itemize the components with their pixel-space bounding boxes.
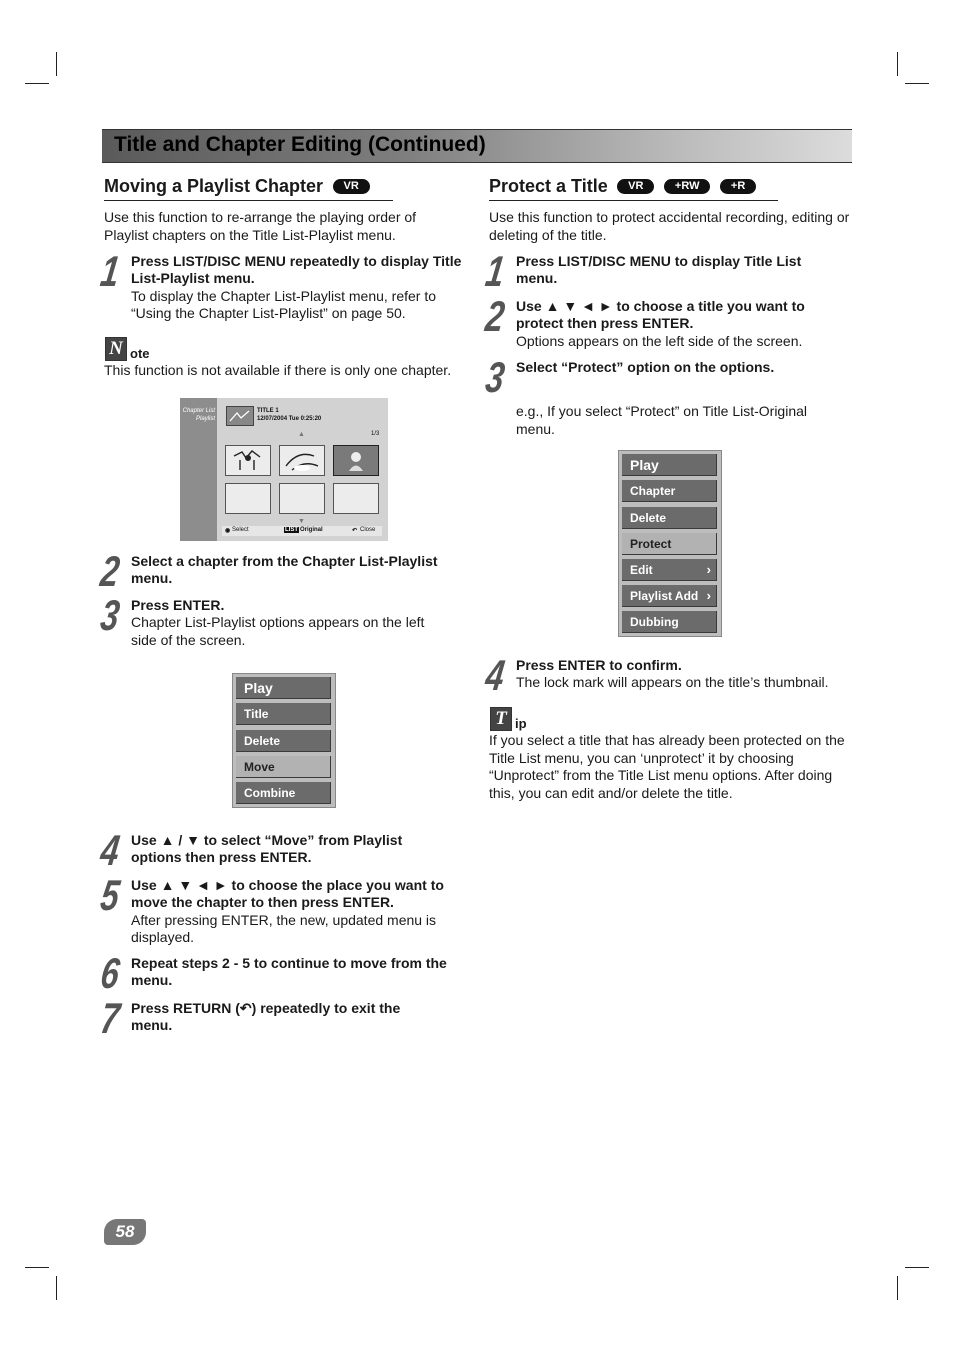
menu-item-combine[interactable]: Combine <box>236 782 331 804</box>
step-number: 6 <box>97 950 123 998</box>
chapter-thumbnail <box>225 445 271 476</box>
section-banner <box>102 129 852 163</box>
step-detail: Options appears on the left side of the screen. <box>516 332 803 349</box>
tip-icon: T <box>490 707 512 731</box>
example-text: e.g., If you select “Protect” on Title List-Original menu. <box>516 403 808 437</box>
screen-title-thumb <box>226 406 254 426</box>
step-number: 1 <box>482 248 508 296</box>
screen-sidebar <box>180 398 217 541</box>
menu-item-delete[interactable]: Delete <box>236 730 331 752</box>
step-instruction: Press LIST/DISC MENU repeatedly to display Title List-Playlist menu. <box>131 253 462 287</box>
badge-vr: VR <box>617 179 654 194</box>
step-number: 4 <box>97 827 123 875</box>
step-number: 7 <box>97 995 123 1043</box>
menu-item-playlist-add[interactable] <box>622 585 717 607</box>
step-instruction: Press ENTER. <box>131 597 225 613</box>
step-number: 5 <box>97 872 123 920</box>
list-key: LIST <box>285 527 298 533</box>
playlist-options-menu <box>232 673 336 808</box>
step-number: 1 <box>97 248 123 296</box>
select-icon: ◉ <box>225 528 231 534</box>
crop-mark <box>905 83 929 84</box>
menu-item-playlist-add-label: Playlist Add <box>630 589 699 603</box>
menu-item-chapter[interactable]: Chapter <box>622 480 717 502</box>
left-intro: Use this function to re-arrange the playing order of Playlist chapters on the Title List-Playlist menu. <box>104 209 417 243</box>
chapter-thumbnail-selected <box>333 445 379 476</box>
screen-side-sub: Playlist <box>195 416 215 422</box>
crop-mark <box>897 1276 898 1300</box>
footer-select: Select <box>232 527 249 533</box>
page-number: 58 <box>104 1219 146 1245</box>
step-number: 4 <box>482 652 508 700</box>
badge-plus-r: +R <box>720 179 756 194</box>
menu-item-delete[interactable]: Delete <box>622 507 717 529</box>
note-icon: N <box>105 337 127 361</box>
crop-mark <box>25 1267 49 1268</box>
screen-side-title: Chapter List <box>182 408 215 414</box>
step-instruction: Repeat steps 2 - 5 to continue to move from the menu. <box>131 955 447 989</box>
footer-original: Original <box>300 527 323 533</box>
chapter-list-screenshot <box>180 398 388 541</box>
title-options-menu <box>618 450 722 637</box>
crop-mark <box>25 83 49 84</box>
right-heading-text: Protect a Title <box>489 176 608 196</box>
step-instruction: Use ▲ ▼ ◄ ► to choose the place you want to move the chapter to then press ENTER. <box>131 877 444 911</box>
left-heading-text: Moving a Playlist Chapter <box>104 176 324 196</box>
step-number: 2 <box>97 548 123 596</box>
left-section-heading <box>104 176 393 201</box>
badge-plus-rw: +RW <box>664 179 711 194</box>
chevron-right-icon: › <box>706 588 711 603</box>
menu-item-dubbing[interactable]: Dubbing <box>622 611 717 633</box>
menu-item-protect[interactable]: Protect <box>622 533 717 555</box>
step-detail: The lock mark will appears on the title’s thumbnail. <box>516 674 829 691</box>
chevron-right-icon: › <box>706 562 711 577</box>
right-intro: Use this function to protect accidental recording, editing or deleting of the title. <box>489 209 850 243</box>
step-number: 3 <box>482 354 508 402</box>
chapter-thumbnail <box>279 445 325 476</box>
page-title: Title and Chapter Editing (Continued) <box>114 133 486 156</box>
chapter-thumbnail-empty <box>225 483 271 514</box>
note-label: ote <box>130 346 150 361</box>
step-instruction: Select a chapter from the Chapter List-Playlist menu. <box>131 553 438 587</box>
step-instruction: Press RETURN (↶) repeatedly to exit the menu. <box>131 1000 401 1034</box>
crop-mark <box>897 52 898 76</box>
footer-close: Close <box>360 527 376 533</box>
screen-footer <box>222 526 382 536</box>
right-section-heading <box>489 176 778 201</box>
step-detail: After pressing ENTER, the new, updated menu is displayed. <box>131 911 437 945</box>
step-detail: Chapter List-Playlist options appears on the left side of the screen. <box>131 614 425 648</box>
badge-vr: VR <box>333 179 370 194</box>
menu-item-play[interactable]: Play <box>236 677 331 699</box>
down-arrow-icon: ▼ <box>298 518 305 525</box>
chapter-thumbnail-empty <box>279 483 325 514</box>
step-detail: To display the Chapter List-Playlist menu, refer to “Using the Chapter List-Playlist” on page 50. <box>131 287 437 321</box>
tip-text: If you select a title that has already been protected on the Title List menu, you can ‘unprotect’ it by choosing “Unprotect” from the Title List menu options. After doing this, you can edit and/or delete the title. <box>489 732 845 801</box>
tip-label: ip <box>515 716 527 731</box>
step-number: 3 <box>97 592 123 640</box>
step-instruction: Select “Protect” option on the options. <box>516 359 775 375</box>
menu-item-title[interactable]: Title <box>236 703 331 725</box>
menu-item-move[interactable]: Move <box>236 756 331 778</box>
return-icon: ↶ <box>352 528 358 534</box>
step-instruction: Press ENTER to confirm. <box>516 657 682 673</box>
menu-item-edit[interactable] <box>622 559 717 581</box>
crop-mark <box>56 52 57 76</box>
chapter-thumbnail-empty <box>333 483 379 514</box>
menu-item-edit-label: Edit <box>630 563 653 577</box>
step-instruction: Use ▲ / ▼ to select “Move” from Playlist options then press ENTER. <box>131 832 403 866</box>
note-text: This function is not available if there is only one chapter. <box>104 362 452 378</box>
step-number: 2 <box>482 293 508 341</box>
crop-mark <box>56 1276 57 1300</box>
screen-title: TITLE 1 <box>257 408 279 414</box>
up-arrow-icon: ▲ <box>298 431 305 438</box>
step-instruction: Press LIST/DISC MENU to display Title List menu. <box>516 253 802 287</box>
screen-page: 1/3 <box>371 431 380 437</box>
screen-datetime: 12/07/2004 Tue 0:25:20 <box>257 416 322 422</box>
step-instruction: Use ▲ ▼ ◄ ► to choose a title you want to protect then press ENTER. <box>516 298 805 332</box>
menu-item-play[interactable]: Play <box>622 454 717 476</box>
crop-mark <box>905 1267 929 1268</box>
